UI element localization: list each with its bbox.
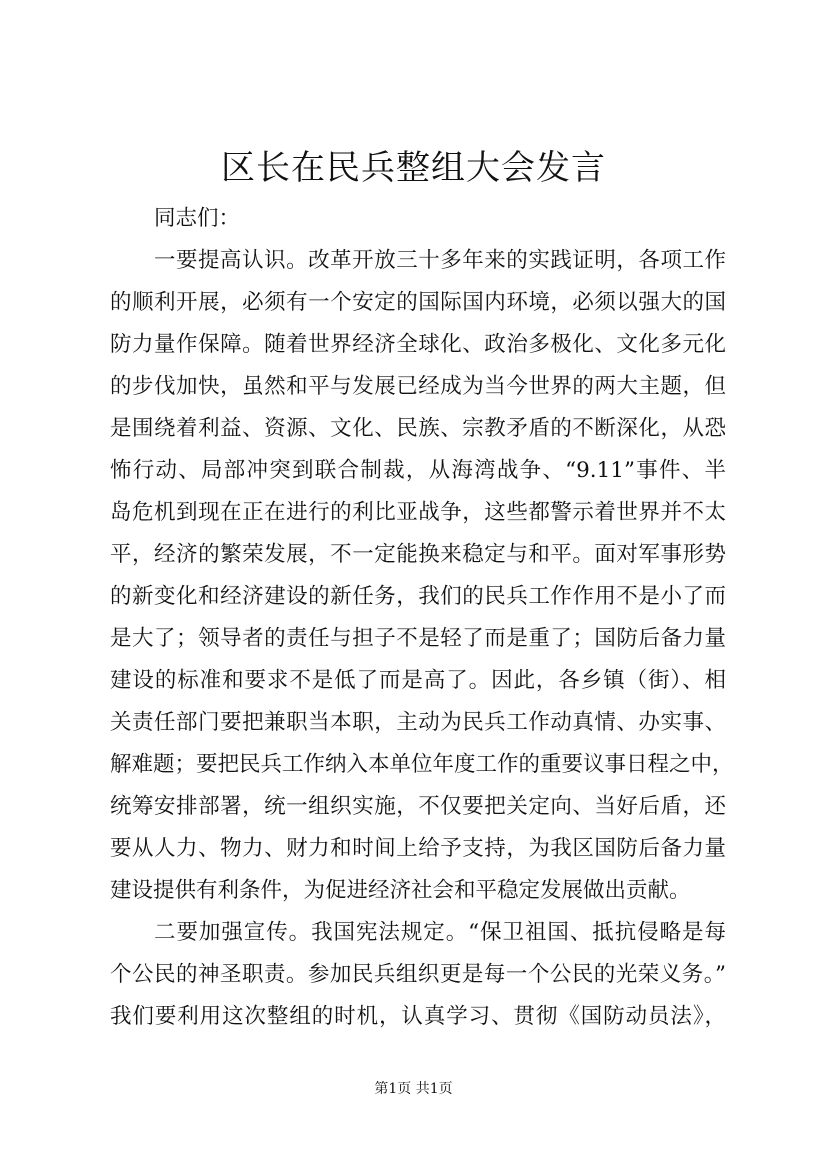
paragraph-line: 解难题；要把民兵工作纳入本单位年度工作的重要议事日程之中， bbox=[110, 752, 734, 777]
paragraph-line: 是围绕着利益、资源、文化、民族、宗教矛盾的不断深化，从恐 bbox=[110, 416, 726, 441]
paragraph-line: 的新变化和经济建设的新任务，我们的民兵工作作用不是小了而 bbox=[110, 584, 726, 609]
paragraph-line: 怖行动、局部冲突到联合制裁，从海湾战争、“9.11”事件、半 bbox=[110, 458, 726, 483]
paragraph-line: 二要加强宣传。我国宪法规定。“保卫祖国、抵抗侵略是每 bbox=[154, 920, 726, 945]
paragraph-line: 一要提高认识。改革开放三十多年来的实践证明，各项工作 bbox=[154, 248, 726, 273]
document-body bbox=[110, 198, 734, 1038]
paragraph-line: 建设的标准和要求不是低了而是高了。因此，各乡镇（街）、相 bbox=[110, 668, 726, 693]
paragraph-line: 我们要利用这次整组的时机，认真学习、贯彻《国防动员法》， bbox=[110, 1004, 726, 1029]
paragraph-line: 的顺利开展，必须有一个安定的国际国内环境，必须以强大的国 bbox=[110, 290, 726, 315]
document-title: 区长在民兵整组大会发言 bbox=[221, 148, 606, 188]
paragraph-line: 的步伐加快，虽然和平与发展已经成为当今世界的两大主题，但 bbox=[110, 374, 726, 399]
paragraph-line: 建设提供有利条件，为促进经济社会和平稳定发展做出贡献。 bbox=[110, 878, 691, 903]
greeting: 同志们： bbox=[154, 206, 241, 231]
paragraph-line: 个公民的神圣职责。参加民兵组织更是每一个公民的光荣义务。” bbox=[110, 962, 726, 987]
paragraph-line: 是大了；领导者的责任与担子不是轻了而是重了；国防后备力量 bbox=[110, 626, 726, 651]
paragraph-line: 统筹安排部署，统一组织实施，不仅要把关定向、当好后盾，还 bbox=[110, 794, 726, 819]
page-footer: 第1页 共1页 bbox=[374, 1081, 453, 1097]
paragraph-line: 平，经济的繁荣发展，不一定能换来稳定与和平。面对军事形势 bbox=[110, 542, 726, 567]
paragraph-line: 防力量作保障。随着世界经济全球化、政治多极化、文化多元化 bbox=[110, 332, 726, 357]
paragraph-line: 岛危机到现在正在进行的利比亚战争，这些都警示着世界并不太 bbox=[110, 500, 726, 525]
paragraph-line: 要从人力、物力、财力和时间上给予支持，为我区国防后备力量 bbox=[110, 836, 726, 861]
paragraph-line: 关责任部门要把兼职当本职，主动为民兵工作动真情、办实事、 bbox=[110, 710, 726, 735]
